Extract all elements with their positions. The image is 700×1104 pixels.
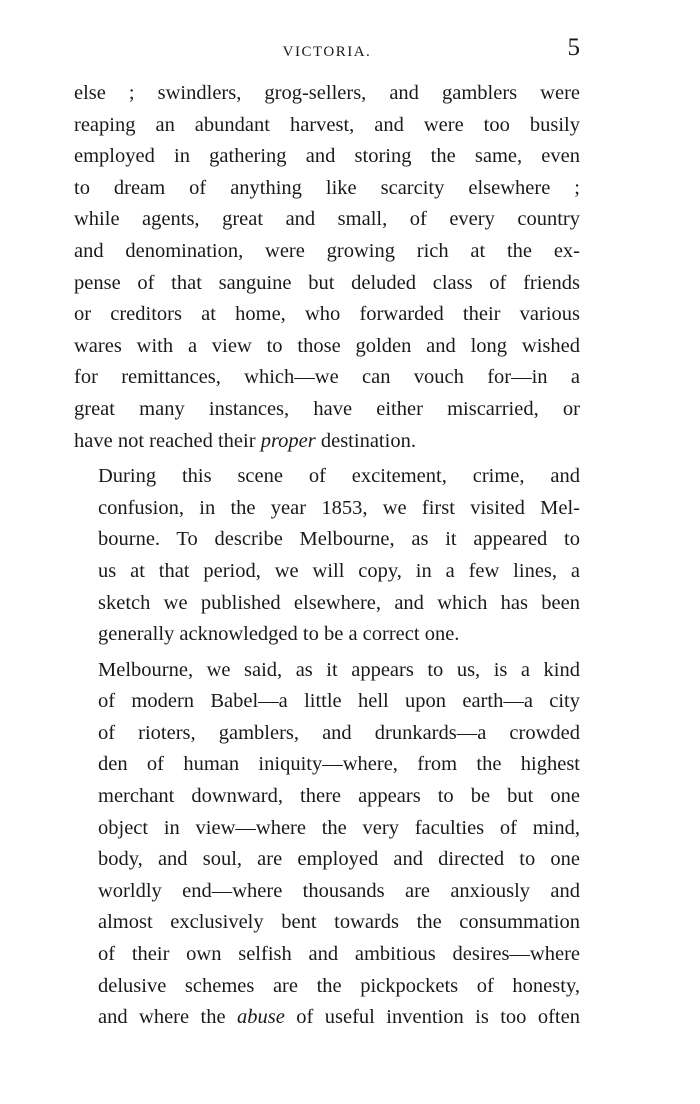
text-run: and where the	[98, 1006, 237, 1029]
running-head	[74, 34, 580, 78]
text-line: worldly end—where thousands are anxiously and	[98, 879, 580, 902]
text-line: merchant downward, there appears to be but one	[98, 785, 580, 808]
text-line: generally acknowledged to be a correct one.	[98, 623, 460, 646]
text-line: of their own selfish and ambitious desires—where	[98, 943, 580, 966]
text-line: almost exclusively bent towards the consummation	[98, 911, 580, 934]
text-line: sketch we published elsewhere, and which has been	[98, 591, 580, 614]
text-line: while agents, great and small, of every country	[74, 208, 580, 231]
page-number: 5	[567, 34, 580, 61]
text-run: destination.	[315, 429, 416, 452]
text-line: employed in gathering and storing the same, even	[74, 145, 580, 168]
text-line: den of human iniquity—where, from the highest	[98, 753, 580, 776]
emphasis-word: proper	[260, 429, 316, 452]
paragraph-3	[74, 655, 580, 1034]
text-line	[74, 1002, 580, 1034]
paragraph-2	[74, 461, 580, 651]
book-page	[74, 34, 580, 1038]
text-line: to dream of anything like scarcity elsewhere ;	[74, 176, 580, 199]
text-line: During this scene of excitement, crime, and	[98, 465, 580, 488]
text-line: object in view—where the very faculties of mind,	[98, 816, 580, 839]
body-text	[74, 78, 580, 1034]
text-line: us at that period, we will copy, in a few lines, a	[98, 559, 580, 582]
running-title: VICTORIA.	[282, 44, 372, 60]
paragraph-1	[74, 78, 580, 457]
text-line: body, and soul, are employed and directed to one	[98, 848, 580, 871]
text-run: of useful invention is too often	[284, 1006, 580, 1029]
emphasis-word: abuse	[237, 1006, 285, 1029]
text-line: and denomination, were growing rich at the ex-	[74, 239, 580, 262]
text-line: for remittances, which—we can vouch for—in a	[74, 366, 580, 389]
text-line	[74, 426, 580, 458]
text-line: confusion, in the year 1853, we first visited Mel-	[98, 496, 580, 519]
text-line: of rioters, gamblers, and drunkards—a crowded	[98, 721, 580, 744]
text-run: have not reached their	[74, 429, 261, 452]
text-line: of modern Babel—a little hell upon earth—a city	[98, 690, 580, 713]
text-line: great many instances, have either miscarried, or	[74, 397, 580, 420]
text-line: pense of that sanguine but deluded class of friends	[74, 271, 580, 294]
text-line: Melbourne, we said, as it appears to us, is a kind	[98, 658, 580, 681]
text-line: wares with a view to those golden and long wished	[74, 334, 580, 357]
text-line: delusive schemes are the pickpockets of honesty,	[98, 974, 580, 997]
text-line: or creditors at home, who forwarded their various	[74, 303, 580, 326]
text-line: reaping an abundant harvest, and were too busily	[74, 113, 580, 136]
text-line: bourne. To describe Melbourne, as it appeared to	[98, 528, 580, 551]
text-line: else ; swindlers, grog-sellers, and gamblers were	[74, 82, 580, 104]
